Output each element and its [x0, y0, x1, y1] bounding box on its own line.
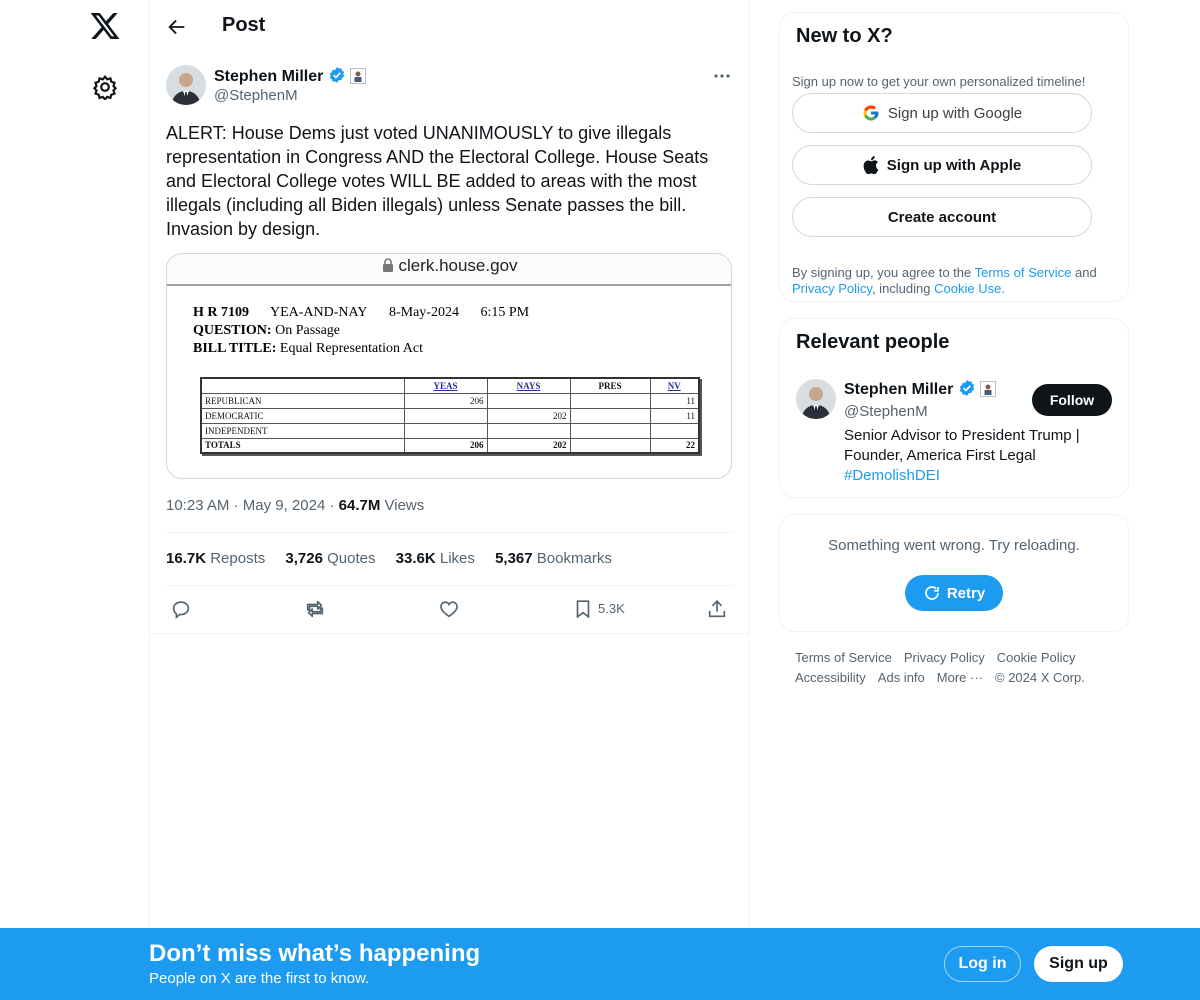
table-cell: REPUBLICAN: [201, 393, 404, 408]
bill-title-label: BILL TITLE:: [193, 341, 277, 356]
vote-document: [193, 304, 547, 358]
new-to-x-card: [779, 12, 1129, 302]
relevant-people-card: [779, 318, 1129, 498]
bookmarks-label: Bookmarks: [536, 550, 612, 567]
banner-title: Don’t miss what’s happening: [149, 940, 481, 967]
verified-badge-icon: [958, 379, 976, 397]
more-options-icon[interactable]: [712, 66, 732, 86]
footer-more-link[interactable]: More ···: [936, 670, 983, 685]
lock-icon: [382, 258, 394, 272]
author-name-text: Stephen Miller: [214, 68, 324, 85]
left-rail: [0, 0, 150, 1000]
google-signup-button[interactable]: [792, 93, 1092, 133]
table-cell: INDEPENDENT: [201, 423, 404, 438]
retry-label: Retry: [946, 584, 986, 602]
footer-terms-link[interactable]: Terms of Service: [795, 650, 892, 665]
bill-title-line: [193, 340, 547, 358]
google-signup-label: Sign up with Google: [887, 104, 1023, 122]
views-count: 64.7M: [338, 497, 381, 514]
vote-table: [200, 377, 700, 454]
vote-summary-line: [193, 304, 547, 322]
bookmark-icon[interactable]: [572, 598, 594, 620]
table-cell: [404, 408, 487, 423]
signup-legal-text: [792, 265, 1118, 297]
reposts-label: Reposts: [210, 550, 266, 567]
sidebar-footer: [795, 648, 1125, 688]
share-icon[interactable]: [706, 598, 728, 620]
table-cell: 11: [650, 408, 699, 423]
google-icon: [862, 104, 880, 122]
question-value: On Passage: [275, 323, 341, 338]
tweet-media-image[interactable]: [166, 253, 732, 479]
apple-signup-label: Sign up with Apple: [886, 156, 1022, 174]
table-header-row: [201, 378, 699, 393]
hashtag-link[interactable]: #DemolishDEI: [844, 467, 940, 484]
reposts-stat[interactable]: [166, 550, 265, 567]
refresh-icon: [923, 584, 941, 602]
affiliate-badge-icon: [980, 381, 996, 397]
table-cell: [404, 423, 487, 438]
author-handle[interactable]: @StephenM: [214, 87, 298, 104]
table-header-cell: [404, 378, 487, 393]
relevant-person-handle[interactable]: @StephenM: [844, 403, 928, 420]
table-cell: [570, 438, 650, 453]
relevant-person-bio: [844, 426, 1114, 486]
reposts-count: 16.7K: [166, 550, 207, 567]
legal-text-2: and: [1071, 265, 1097, 280]
retry-button[interactable]: [905, 575, 1003, 611]
legal-text-1: By signing up, you agree to the: [792, 265, 975, 280]
reply-icon[interactable]: [170, 598, 192, 620]
affiliate-badge-icon: [350, 68, 366, 84]
vote-date: 8-May-2024: [388, 305, 459, 320]
author-name[interactable]: [214, 66, 366, 86]
vote-type: YEA-AND-NAY: [269, 305, 368, 320]
footer-privacy-link[interactable]: Privacy Policy: [903, 650, 985, 665]
bookmarks-stat[interactable]: [495, 550, 612, 567]
tweet-meta: 10:23 AM · May 9, 2024 · 64.7M Views: [166, 497, 425, 514]
table-row: [201, 423, 699, 438]
quotes-label: Quotes: [327, 550, 376, 567]
table-cell: [570, 393, 650, 408]
page-title: Post: [222, 14, 266, 36]
question-line: [193, 322, 547, 340]
table-cell: 206: [404, 438, 487, 453]
quotes-stat[interactable]: [285, 550, 375, 567]
cookie-use-link[interactable]: Cookie Use.: [934, 281, 1005, 296]
table-header-cell: [487, 378, 570, 393]
question-label: QUESTION:: [193, 323, 272, 338]
tweet-date[interactable]: May 9, 2024: [242, 497, 326, 514]
bookmarks-count: 5,367: [495, 550, 533, 567]
banner-subtitle: People on X are the first to know.: [149, 970, 370, 987]
post-header: [150, 0, 749, 54]
vote-time: 6:15 PM: [480, 305, 530, 320]
divider: [166, 532, 733, 533]
error-message: Something went wrong. Try reloading.: [828, 537, 1080, 554]
table-cell: 206: [404, 393, 487, 408]
relevant-person-name-text: Stephen Miller: [844, 381, 954, 398]
signup-button[interactable]: Sign up: [1034, 946, 1123, 982]
privacy-policy-link[interactable]: Privacy Policy: [792, 281, 872, 296]
relevant-people-title: Relevant people: [796, 331, 950, 353]
login-button[interactable]: Log in: [944, 946, 1021, 982]
new-to-x-subtitle: Sign up now to get your own personalized timeline!: [792, 74, 1086, 89]
footer-copyright: © 2024 X Corp.: [995, 670, 1085, 685]
table-cell: 11: [650, 393, 699, 408]
table-cell: DEMOCRATIC: [201, 408, 404, 423]
create-account-button[interactable]: [792, 197, 1092, 237]
table-cell: [570, 423, 650, 438]
footer-row: [795, 668, 1125, 688]
tweet-text: ALERT: House Dems just voted UNANIMOUSLY to give illegals representation in Congress AND the Electoral College. House Seats and Electoral College votes WILL BE added to areas with the most illegals (including all Biden illegals) unless Senate passes the bill. Invasion by design.: [166, 123, 709, 239]
nays-link[interactable]: NAYS: [516, 380, 541, 391]
likes-label: Likes: [439, 550, 475, 567]
bill-number: H R 7109: [193, 305, 249, 320]
error-card: [779, 514, 1129, 632]
table-cell: 202: [487, 408, 570, 423]
table-row: [201, 408, 699, 423]
table-header-cell: [650, 378, 699, 393]
table-cell: [570, 408, 650, 423]
divider: [150, 633, 749, 634]
bill-title-value: Equal Representation Act: [279, 341, 423, 356]
apple-signup-button[interactable]: [792, 145, 1092, 185]
create-account-label: Create account: [887, 208, 997, 226]
table-cell: [487, 423, 570, 438]
like-icon[interactable]: [438, 598, 460, 620]
tweet-time[interactable]: 10:23 AM: [166, 497, 230, 514]
media-url: clerk.house.gov: [398, 256, 518, 275]
x-logo-icon[interactable]: [89, 10, 121, 42]
footer-accessibility-link[interactable]: Accessibility: [795, 670, 866, 685]
avatar[interactable]: [796, 379, 836, 419]
nv-link[interactable]: NV: [667, 380, 681, 391]
media-url-bar: [167, 254, 732, 286]
follow-button[interactable]: Follow: [1032, 384, 1112, 416]
divider: [166, 585, 733, 586]
verified-badge-icon: [328, 66, 346, 84]
table-cell: TOTALS: [201, 438, 404, 453]
views-label: Views: [384, 497, 425, 514]
repost-icon[interactable]: [304, 598, 326, 620]
main-column: [150, 0, 749, 1000]
table-header-cell: [201, 378, 404, 393]
likes-count: 33.6K: [395, 550, 436, 567]
likes-stat[interactable]: [396, 550, 475, 567]
table-row-totals: [201, 438, 699, 453]
back-arrow-icon[interactable]: [166, 16, 188, 38]
apple-icon: [863, 156, 879, 174]
footer-ads-link[interactable]: Ads info: [877, 670, 925, 685]
yeas-link[interactable]: YEAS: [433, 380, 458, 391]
legal-text-3: , including: [871, 281, 935, 296]
avatar[interactable]: [166, 65, 206, 105]
table-header-cell: PRES: [570, 378, 650, 393]
gear-icon[interactable]: [92, 74, 118, 100]
table-cell: [487, 393, 570, 408]
footer-row: [795, 648, 1125, 668]
table-cell: 22: [650, 438, 699, 453]
signup-banner: [0, 928, 1200, 1000]
table-cell: 202: [487, 438, 570, 453]
table-row: [201, 393, 699, 408]
relevant-person-name[interactable]: [844, 379, 996, 399]
tweet-stats: [166, 550, 628, 567]
new-to-x-title: New to X?: [796, 25, 893, 47]
quotes-count: 3,726: [285, 550, 323, 567]
bio-text: Senior Advisor to President Trump | Founder, America First Legal: [844, 427, 1080, 464]
table-cell: [650, 423, 699, 438]
footer-cookie-link[interactable]: Cookie Policy: [996, 650, 1076, 665]
terms-of-service-link[interactable]: Terms of Service: [974, 265, 1072, 280]
bookmark-count: 5.3K: [598, 601, 625, 616]
